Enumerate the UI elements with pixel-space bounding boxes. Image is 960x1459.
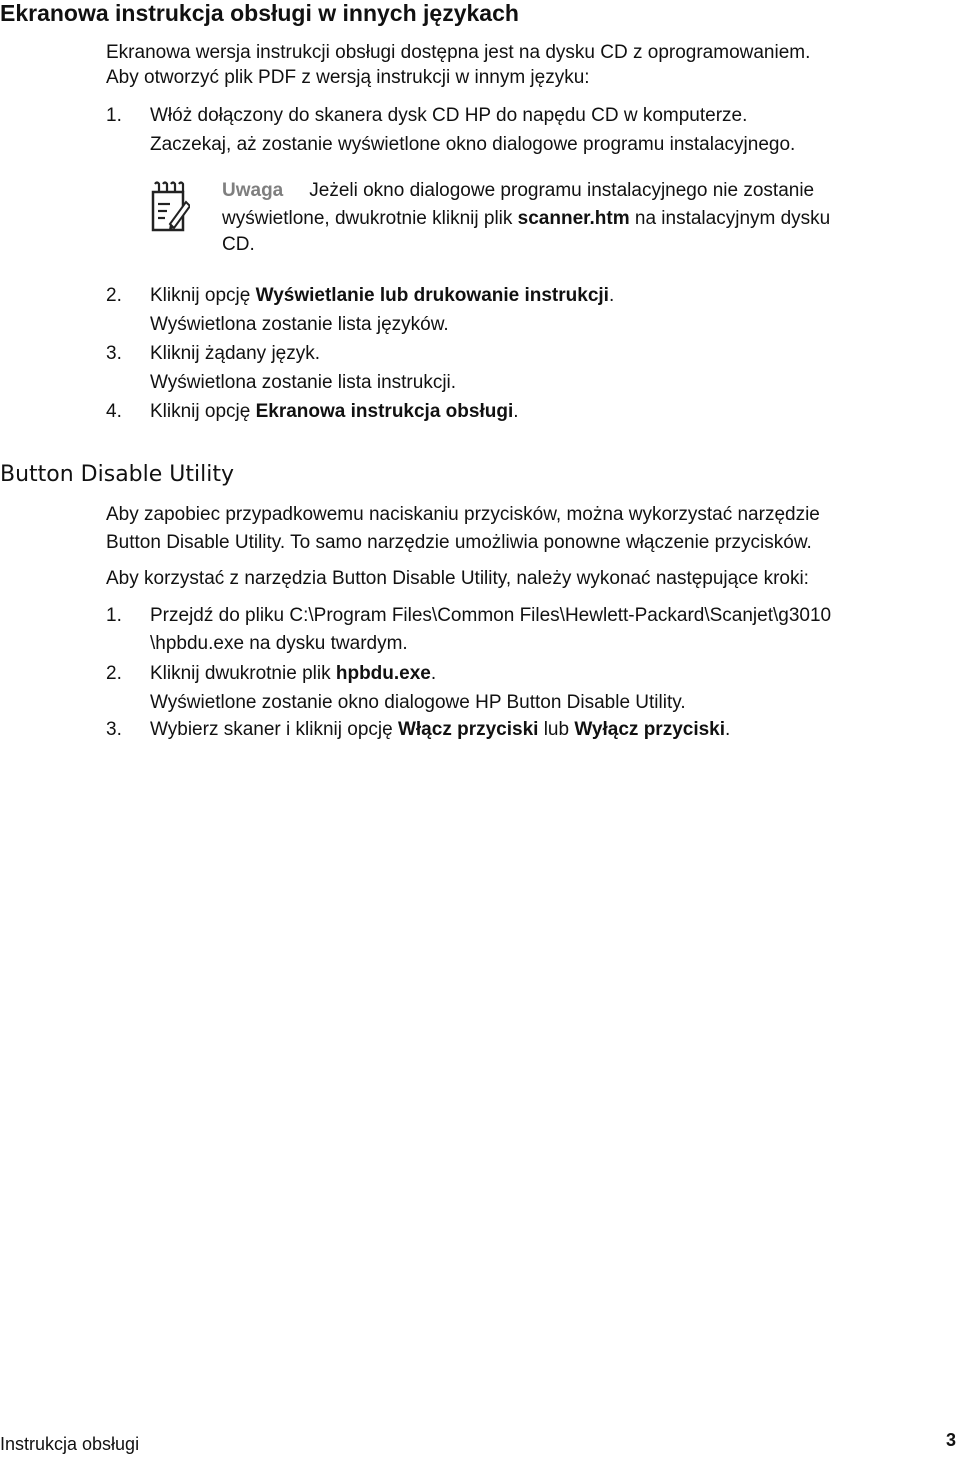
- step-2-text: [150, 282, 614, 310]
- step-4-post: .: [513, 401, 519, 422]
- step-3-text: Kliknij żądany język.: [150, 343, 321, 364]
- bdu-step-1-detail: \hpbdu.exe na dysku twardym.: [150, 633, 408, 654]
- para1-line-2: Button Disable Utility. To samo narzędzie umożliwia ponowne włączenie przycisków.: [106, 532, 812, 553]
- note-icon: [150, 180, 190, 236]
- bdu-step-3-mid: lub: [538, 719, 575, 740]
- note-line-2: [222, 205, 830, 233]
- section-title-languages: Ekranowa instrukcja obsługi w innych językach: [0, 0, 519, 26]
- step-4-text: [150, 398, 519, 426]
- filename-scanner: scanner.htm: [517, 208, 630, 229]
- note-text-1: Jeżeli okno dialogowe programu instalacyjnego nie zostanie: [309, 180, 815, 201]
- page-number: 3: [946, 1430, 957, 1450]
- note-line-1: [222, 177, 814, 205]
- step-3-detail: Wyświetlona zostanie lista instrukcji.: [150, 372, 457, 393]
- footer-title: Instrukcja obsługi: [0, 1434, 140, 1454]
- bdu-step-2-text: [150, 660, 436, 688]
- step-number: 1.: [106, 105, 122, 126]
- section-title-button-disable: Button Disable Utility: [0, 462, 234, 487]
- bdu-step-2-pre: Kliknij dwukrotnie plik: [150, 663, 336, 684]
- option-view-print: Wyświetlanie lub drukowanie instrukcji: [255, 285, 609, 306]
- step-1-detail: Zaczekaj, aż zostanie wyświetlone okno dialogowe programu instalacyjnego.: [150, 134, 796, 155]
- note-text-2-end: na instalacyjnym dysku: [629, 208, 831, 229]
- note-text-2: wyświetlone, dwukrotnie kliknij plik: [222, 208, 518, 229]
- intro-line-2: Aby otworzyć plik PDF z wersją instrukcji w innym języku:: [106, 67, 590, 88]
- step-2-pre: Kliknij opcję: [150, 285, 256, 306]
- step-number: 3.: [106, 719, 122, 740]
- bdu-step-1-text: Przejdź do pliku C:\Program Files\Common Files\Hewlett-Packard\Scanjet\g3010: [150, 605, 832, 626]
- step-2-post: .: [608, 285, 615, 306]
- step-2-detail: Wyświetlona zostanie lista języków.: [150, 314, 449, 335]
- option-disable-buttons: Wyłącz przyciski: [574, 719, 726, 740]
- step-number: 1.: [106, 605, 122, 626]
- intro-line-1: Ekranowa wersja instrukcji obsługi dostępna jest na dysku CD z oprogramowaniem.: [106, 42, 811, 63]
- bdu-step-2-post: .: [430, 663, 437, 684]
- step-4-pre: Kliknij opcję: [150, 401, 256, 422]
- bdu-step-3-post: .: [725, 719, 731, 740]
- filename-hpbdu: hpbdu.exe: [335, 663, 431, 684]
- bdu-step-2-detail: Wyświetlone zostanie okno dialogowe HP Button Disable Utility.: [150, 692, 686, 713]
- step-number: 3.: [106, 343, 122, 364]
- para1-line-1: Aby zapobiec przypadkowemu naciskaniu przycisków, można wykorzystać narzędzie: [106, 504, 820, 525]
- note-line-3: CD.: [222, 234, 255, 255]
- step-number: 2.: [106, 663, 122, 684]
- bdu-step-3-text: [150, 716, 730, 744]
- step-number: 2.: [106, 285, 122, 306]
- bdu-step-3-pre: Wybierz skaner i kliknij opcję: [150, 719, 398, 740]
- step-number: 4.: [106, 401, 122, 422]
- step-1-text: Włóż dołączony do skanera dysk CD HP do napędu CD w komputerze.: [150, 105, 748, 126]
- note-label: Uwaga: [222, 180, 284, 201]
- para2: Aby korzystać z narzędzia Button Disable Utility, należy wykonać następujące kroki:: [106, 568, 809, 589]
- option-enable-buttons: Włącz przyciski: [397, 719, 539, 740]
- option-onscreen-guide: Ekranowa instrukcja obsługi: [255, 401, 514, 422]
